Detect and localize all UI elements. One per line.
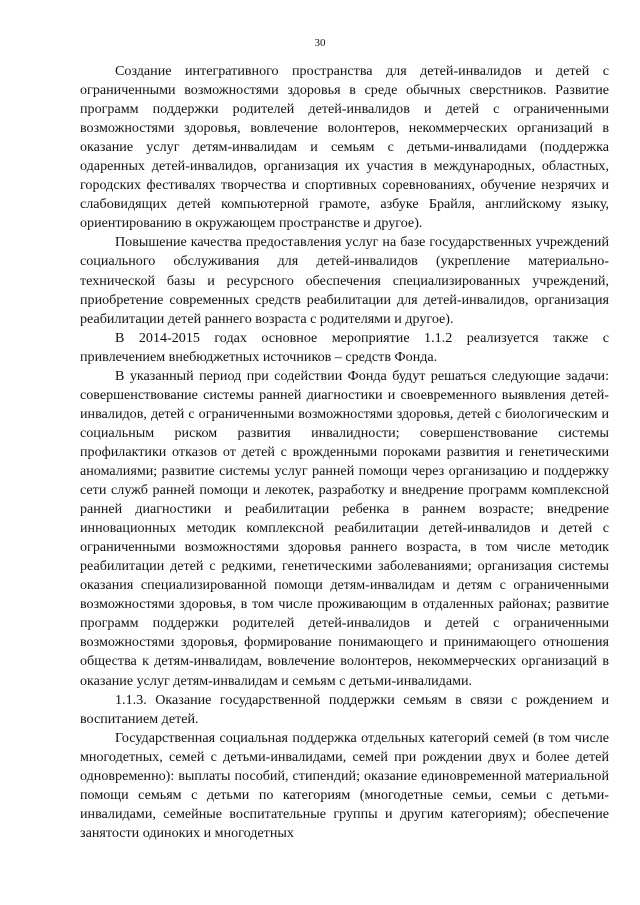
paragraph-fund-tasks: В указанный период при содействии Фонда будут решаться следующие задачи: совершенствование системы ранней диагностики и своевременного выявления детей-инвалидов, детей с ограниченными возможностями здоровья, детей с биологическим и социальным риском развития инвалидности; совершенствование системы профилактики отказов от детей с врожденными пороками развития и генетическими аномалиями; развитие системы услуг ранней помощи через организацию и поддержку сети служб ранней помощи и лекотек, разработку и внедрение программ комплексной ранней диагностики и реабилитации ребенка в раннем возрасте; внедрение инновационных методик комплексной реабилитации детей-инвалидов и детей с ограниченными возможностями здоровья раннего возраста, в том числе методик реабилитации детей с редкими, генетическими заболеваниями; организация системы оказания специализированной помощи детям-инвалидам и детям с ограниченными возможностями здоровья, в том числе проживающим в отдаленных районах; развитие программ поддержки родителей детей-инвалидов и детей с ограниченными возможностями здоровья, формирование понимающего и принимающего отношения общества к детям-инвалидам, вовлечение волонтеров, некоммерческих организаций в оказание услуг детям-инвалидам и семьям с детьми-инвалидами.	[80, 367, 609, 689]
paragraph-extrabudgetary-sources: В 2014-2015 годах основное мероприятие 1.1.2 реализуется также с привлечением внебюджетных источников – средств Фонда.	[80, 329, 609, 365]
section-heading-1-1-3: 1.1.3. Оказание государственной поддержки семьям в связи с рождением и воспитанием детей.	[80, 691, 609, 727]
paragraph-integrative-space: Создание интегративного пространства для детей-инвалидов и детей с ограниченными возможностями здоровья в среде обычных сверстников. Развитие программ поддержки родителей детей-инвалидов и детей с ограниченными возможностями здоровья, вовлечение волонтеров, некоммерческих организаций в оказание услуг детям-инвалидам и семьям с детьми-инвалидами (поддержка одаренных детей-инвалидов, организация их участия в международных, областных, городских фестивалях творчества и спортивных соревнованиях, обучение незрячих и слабовидящих детей компьютерной грамоте, азбуке Брайля, английскому языку, ориентированию в окружающем пространстве и другое).	[80, 63, 609, 232]
page-number: 30	[314, 37, 326, 49]
document-body	[80, 62, 609, 843]
paragraph-family-support: Государственная социальная поддержка отдельных категорий семей (в том числе многодетных, семей с детьми-инвалидами, семей при рождении двух и более детей одновременно): выплаты пособий, стипендий; оказание единовременной материальной помощи семьям с детьми по категориям (многодетные семьи, семьи с детьми-инвалидами, семейные воспитательные группы и другим категориям); обеспечение занятости одиноких и многодетных	[80, 729, 609, 841]
paragraph-service-quality: Повышение качества предоставления услуг на базе государственных учреждений социального обслуживания для детей-инвалидов (укрепление материально-технической базы и ресурсного обеспечения специализированных учреждений, приобретение современных средств реабилитации для детей-инвалидов, организация реабилитации детей раннего возраста с родителями и другое).	[80, 234, 609, 327]
